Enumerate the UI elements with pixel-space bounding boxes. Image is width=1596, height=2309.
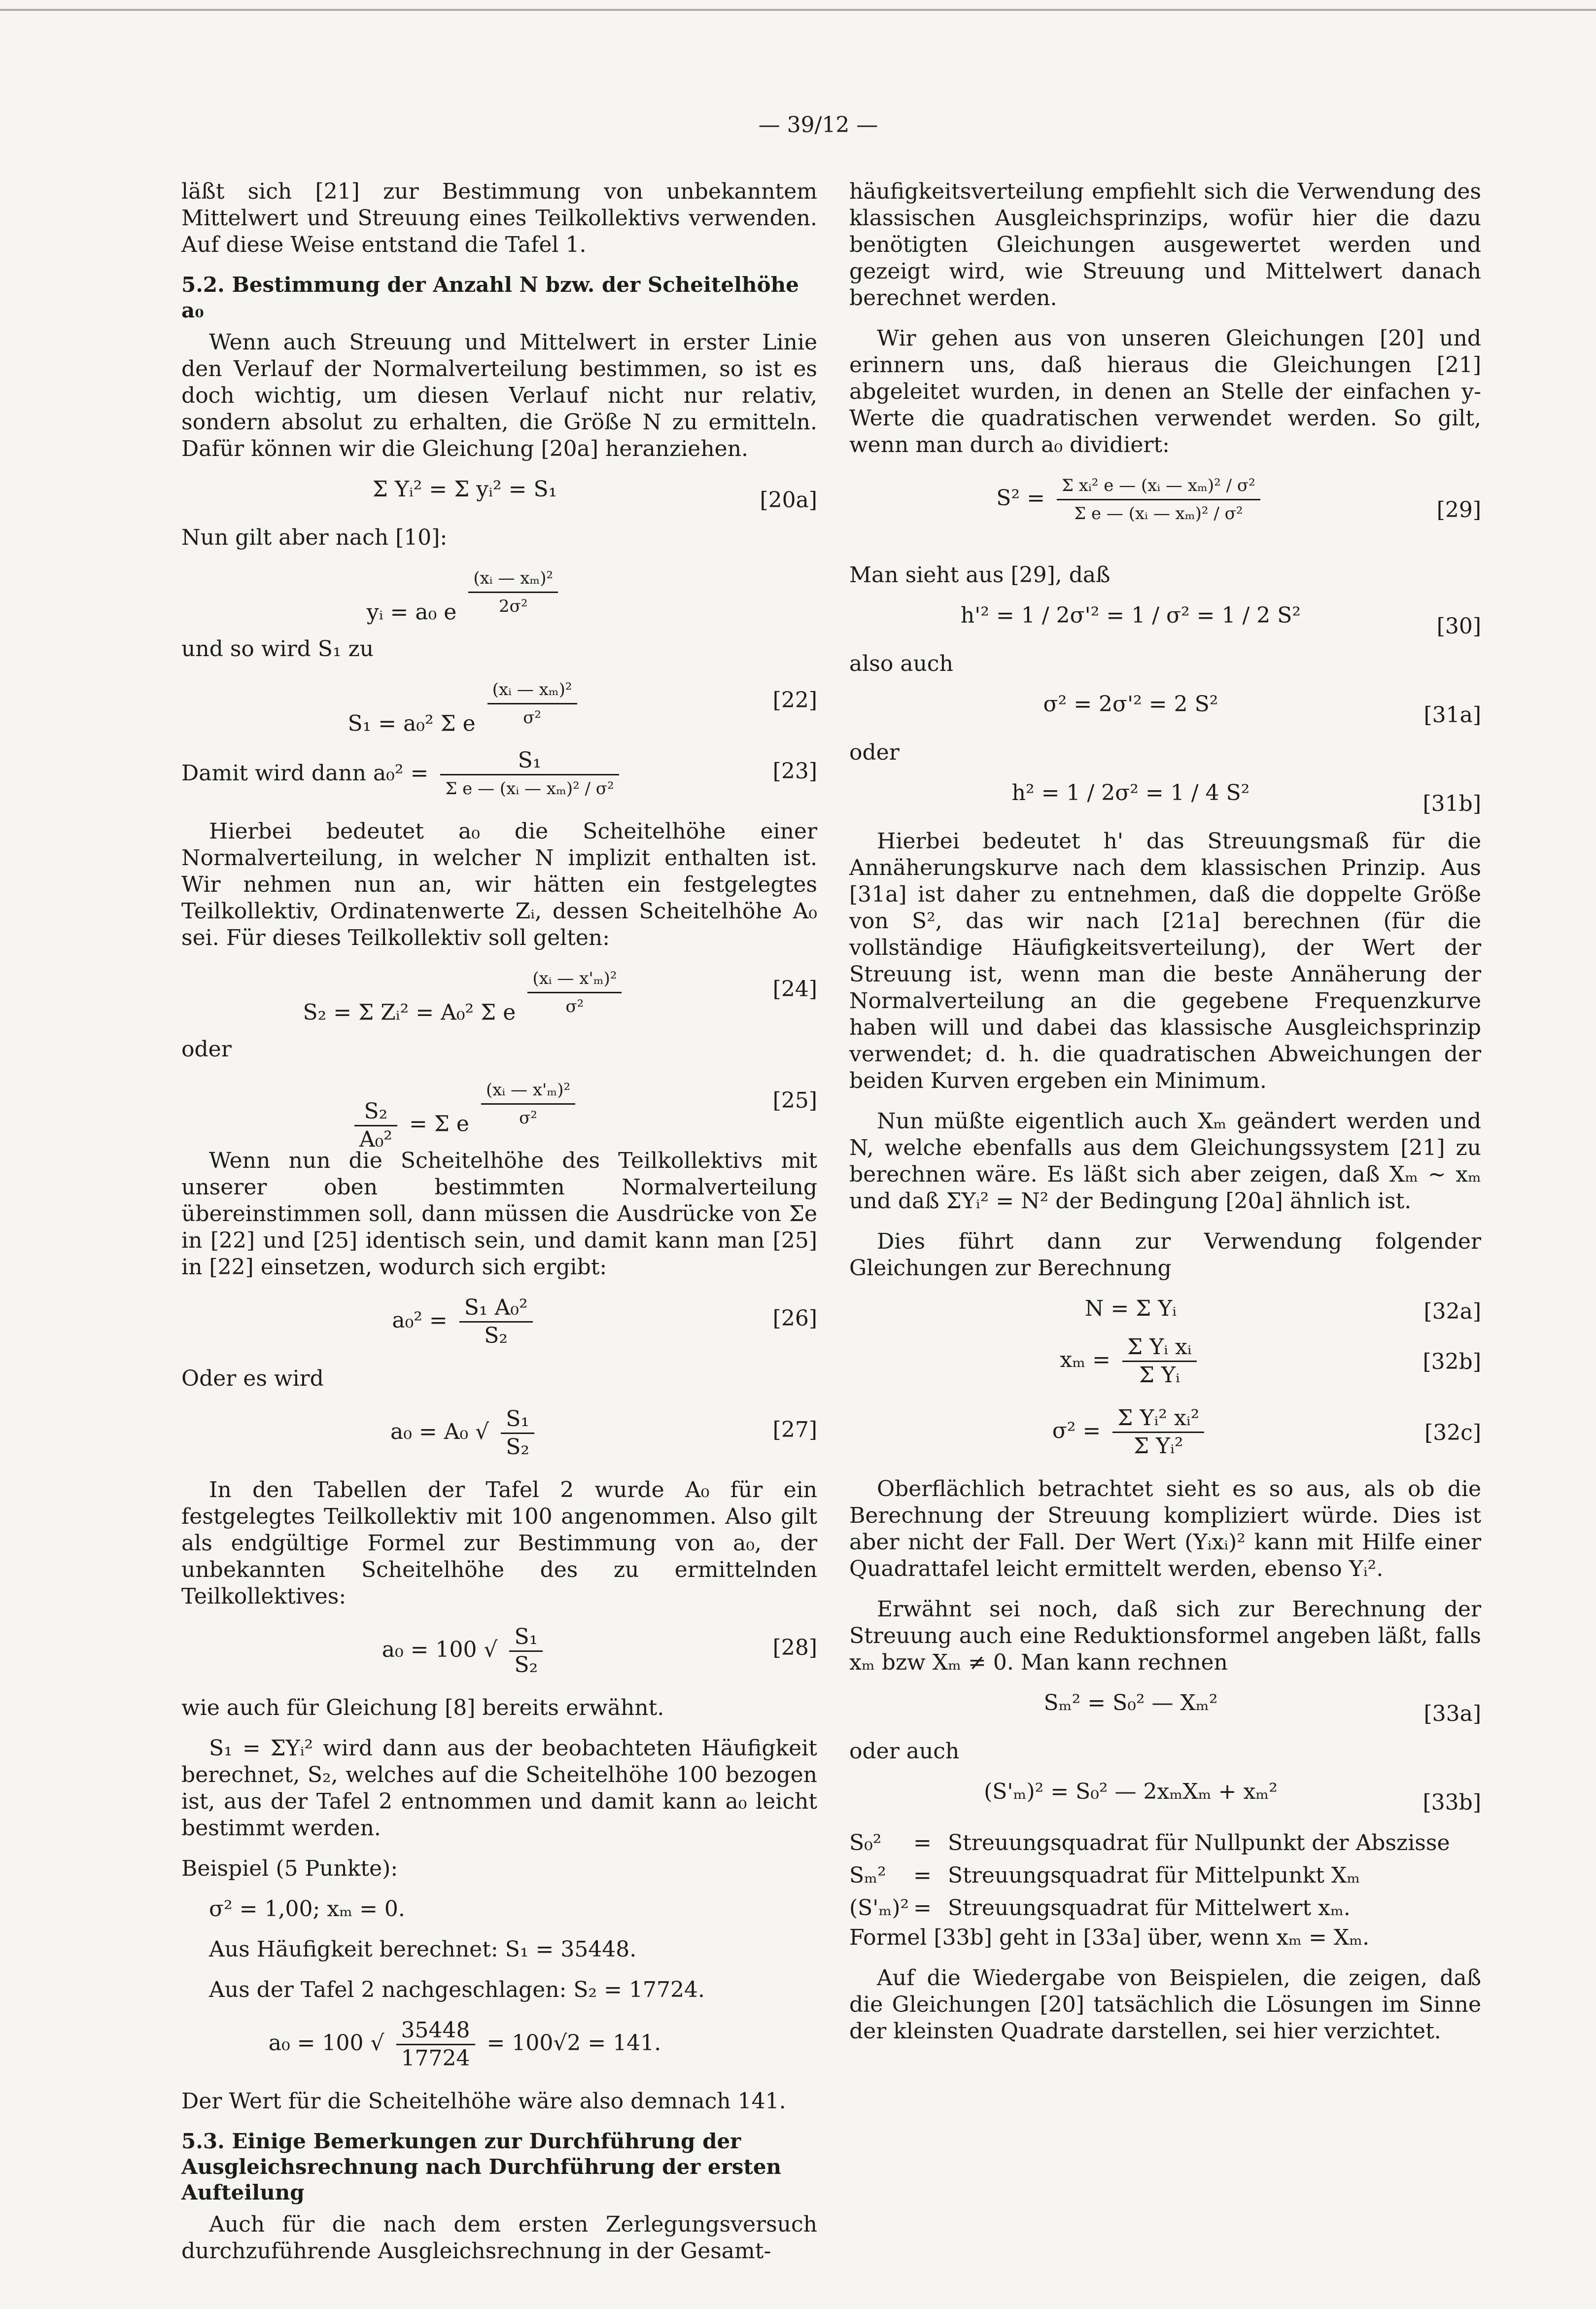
example-line: σ² = 1,00; xₘ = 0. (209, 1896, 405, 1922)
paragraph: Hierbei bedeutet h' das Streuungsmaß für die Annäherungskurve nach dem klassischen Prinzip. Aus [31a] ist daher zu entnehmen, daß die doppelte Größe von S², das wir nach [21a] berechnen (für die vollständige Häufigkeitsverteilung), der Wert der Streuung ist, wenn man die beste Annäherung der Normalverteilung an die gegebene Frequenzkurve haben will und dabei das klassische Ausgleichsprinzip verwendet; d. h. die quadratischen Abweichungen der beiden Kurven ergeben ein Minimum. (849, 829, 1481, 1093)
equation-label: [31a] (1423, 702, 1481, 728)
equation-label: [26] (772, 1306, 817, 1331)
definition-row: S₀² = Streuungsquadrat für Nullpunkt der Abszisse (849, 1830, 1450, 1855)
equation-27: a₀ = A₀ √ $\frac{\text{S₁}}{\text{S₂}}$ [27] (390, 1406, 817, 1460)
equation-label: [33a] (1423, 1701, 1481, 1726)
paragraph: Dies führt dann zur Verwendung folgender Gleichungen zur Berechnung (849, 1229, 1481, 1281)
equation-33a: Sₘ² = S₀² — Xₘ² [33a] (1043, 1690, 1481, 1726)
paragraph: häufigkeitsverteilung empfiehlt sich die Verwendung des klassischen Ausgleichsprinzips, wofür hier die dazu benötigten Gleichungen ausgewertet werden und gezeigt wird, wie Streuung und Mittelwert danach berechnet werden. (849, 179, 1481, 311)
section-heading-5-2: 5.2. Bestimmung der Anzahl N bzw. der Scheitelhöhe a₀ (181, 273, 799, 322)
equation-23: Damit wird dann a₀² = $\frac{\text{S₁}}{\text{Σ e — (xᵢ — xₘ)² / σ²}}$ [23] (181, 748, 817, 799)
scan-top-rule (0, 9, 1596, 11)
left-column (181, 178, 817, 2278)
text-line: und so wird S₁ zu (181, 636, 374, 662)
text-line: oder (849, 740, 900, 765)
equation-label: [27] (772, 1417, 817, 1442)
paragraph: Nun müßte eigentlich auch Xₘ geändert werden und N, welche ebenfalls aus dem Gleichungssystem [21] zu berechnen wäre. Es läßt sich aber zeigen, daß Xₘ ~ xₘ und daß ΣYᵢ² = N² der Bedingung [20a] ähnlich ist. (849, 1109, 1481, 1214)
page-number: — 39/12 — (758, 112, 878, 138)
example-title: Beispiel (5 Punkte): (181, 1856, 398, 1881)
equation-29: S² = $\frac{\text{Σ xᵢ² e — (xᵢ — xₘ)² / σ²}}{\text{Σ e — (xᵢ — xₘ)² / σ²}}$ [29] (849, 472, 1481, 555)
equation-25: $\frac{\text{S₂}}{\text{A₀²}}$ = Σ e $\frac{\text{(xᵢ — x'ₘ)²}}{\text{σ²}}$ [25] (181, 1077, 817, 1141)
equation-label: [32b] (1423, 1349, 1481, 1374)
equation-label: [23] (772, 759, 817, 784)
equation-20a: Σ Yᵢ² = Σ yᵢ² = S₁ [20a] (372, 477, 817, 513)
example-equation: a₀ = 100 √ $\frac{35448}{17724}$ = 100√2 = 141. (268, 2018, 661, 2071)
definitions-list (849, 1827, 1481, 1924)
paragraph: In den Tabellen der Tafel 2 wurde A₀ für ein festgelegtes Teilkollektiv mit 100 angenommen. Also gilt als endgültige Formel zur Bestimmung von a₀, der unbekannten Scheitelhöhe des zu ermittelnden Teilkollektives: (181, 1477, 817, 1609)
text-line: Man sieht aus [29], daß (849, 562, 1110, 588)
paragraph: Wenn nun die Scheitelhöhe des Teilkollektivs mit unserer oben bestimmten Normalverteilung übereinstimmen soll, dann müssen die Ausdrücke von Σe in [22] und [25] identisch sein, und damit kann man [25] in [22] einsetzen, wodurch sich ergibt: (181, 1148, 817, 1280)
text-line: wie auch für Gleichung [8] bereits erwähnt. (181, 1695, 664, 1720)
equation-22: S₁ = a₀² Σ e $\frac{\text{(xᵢ — xₘ)²}}{\text{σ²}}$ [22] (181, 676, 817, 740)
equation-label: [28] (772, 1635, 817, 1660)
definition-row: (S'ₘ)² = Streuungsquadrat für Mittelwert xₘ. (849, 1895, 1351, 1921)
text-line: oder (181, 1037, 232, 1062)
text-line: Oder es wird (181, 1366, 324, 1391)
equation-label: [32a] (1423, 1299, 1481, 1324)
equation-32c: σ² = $\frac{\text{Σ Yᵢ² xᵢ²}}{\text{Σ Yᵢ²}}$ [32c] (1052, 1405, 1481, 1459)
equation-26: a₀² = $\frac{\text{S₁ A₀²}}{\text{S₂}}$ [26] (392, 1295, 817, 1348)
paragraph: Oberflächlich betrachtet sieht es so aus, als ob die Berechnung der Streuung kompliziert würde. Dies ist aber nicht der Fall. Der Wert (Yᵢxᵢ)² kann mit Hilfe einer Quadrattafel leicht ermittelt werden, ebenso Yᵢ². (849, 1476, 1481, 1581)
section-heading-5-3: 5.3. Einige Bemerkungen zur Durchführung der Ausgleichsrechnung nach Durchführung der ersten Aufteilung (181, 2129, 782, 2204)
equation-31b: h² = 1 / 2σ² = 1 / 4 S² [31b] (1011, 780, 1481, 816)
equation-31a: σ² = 2σ'² = 2 S² [31a] (1043, 692, 1481, 728)
paragraph: Hierbei bedeutet a₀ die Scheitelhöhe einer Normalverteilung, in welcher N implizit enthalten ist. Wir nehmen nun an, wir hätten ein festgelegtes Teilkollektiv, Ordinatenwerte Zᵢ, dessen Scheitelhöhe A₀ sei. Für dieses Teilkollektiv soll gelten: (181, 819, 817, 950)
equation-label: [22] (772, 688, 817, 713)
right-column (849, 178, 1481, 2059)
equation-label: [30] (1436, 614, 1481, 639)
equation-10: yᵢ = a₀ e $\frac{\text{(xᵢ — xₘ)²}}{\text{2σ²}}$ (181, 565, 817, 629)
equation-label: [20a] (760, 488, 817, 513)
text-line: Der Wert für die Scheitelhöhe wäre also demnach 141. (181, 2089, 786, 2114)
equation-28: a₀ = 100 √ $\frac{\text{S₁}}{\text{S₂}}$ [28] (382, 1624, 817, 1678)
equation-label: [31b] (1423, 791, 1481, 816)
paragraph: S₁ = ΣYᵢ² wird dann aus der beobachteten Häufigkeit berechnet, S₂, welches auf die Scheitelhöhe 100 bezogen ist, aus der Tafel 2 entnommen und damit kann a₀ leicht bestimmt werden. (181, 1736, 817, 1841)
equation-label: [24] (772, 977, 817, 1002)
paragraph: Wenn auch Streuung und Mittelwert in erster Linie den Verlauf der Normalverteilung bestimmen, so ist es doch wichtig, um diesen Verlauf nicht nur relativ, sondern absolut zu erhalten, die Größe N zu ermitteln. Dafür können wir die Gleichung [20a] heranziehen. (181, 330, 817, 461)
text-line: oder auch (849, 1739, 960, 1764)
equation-32b: xₘ = $\frac{\text{Σ Yᵢ xᵢ}}{\text{Σ Yᵢ}}$ [32b] (1060, 1334, 1481, 1388)
equation-label: [32c] (1424, 1420, 1481, 1445)
equation-label: [25] (772, 1088, 817, 1113)
definition-row: Sₘ² = Streuungsquadrat für Mittelpunkt Xₘ (849, 1863, 1360, 1888)
example-line: Aus Häufigkeit berechnet: S₁ = 35448. (209, 1937, 637, 1962)
equation-33b: (S'ₘ)² = S₀² — 2xₘXₘ + xₘ² [33b] (984, 1779, 1481, 1815)
equation-label: [29] (1436, 497, 1481, 523)
equation-label: [33b] (1423, 1790, 1481, 1815)
text-line: Nun gilt aber nach [10]: (181, 525, 448, 550)
paragraph: Auf die Wiedergabe von Beispielen, die zeigen, daß die Gleichungen [20] tatsächlich die Lösungen im Sinne der kleinsten Quadrate darstellen, sei hier verzichtet. (849, 1965, 1481, 2044)
paragraph: Erwähnt sei noch, daß sich zur Berechnung der Streuung auch eine Reduktionsformel angeben läßt, falls xₘ bzw Xₘ ≠ 0. Man kann rechnen (849, 1597, 1481, 1675)
equation-30: h'² = 1 / 2σ'² = 1 / σ² = 1 / 2 S² [30] (960, 603, 1481, 639)
paragraph: Auch für die nach dem ersten Zerlegungsversuch durchzuführende Ausgleichsrechnung in der Gesamt- (181, 2212, 817, 2264)
equation-24: S₂ = Σ Zᵢ² = A₀² Σ e $\frac{\text{(xᵢ — x'ₘ)²}}{\text{σ²}}$ [24] (181, 965, 817, 1029)
text-line: Formel [33b] geht in [33a] über, wenn xₘ = Xₘ. (849, 1925, 1370, 1950)
paragraph: läßt sich [21] zur Bestimmung von unbekanntem Mittelwert und Streuung eines Teilkollektivs verwenden. Auf diese Weise entstand die Tafel 1. (181, 179, 817, 257)
example-line: Aus der Tafel 2 nachgeschlagen: S₂ = 17724. (209, 1977, 705, 2002)
text-line: also auch (849, 651, 953, 676)
equation-32a: N = Σ Yᵢ [32a] (1084, 1296, 1481, 1324)
paragraph: Wir gehen aus von unseren Gleichungen [20] und erinnern uns, daß hieraus die Gleichungen [21] abgeleitet wurden, in denen an Stelle der einfachen y-Werte die quadratischen verwendet werden. So gilt, wenn man durch a₀ dividiert: (849, 326, 1481, 457)
